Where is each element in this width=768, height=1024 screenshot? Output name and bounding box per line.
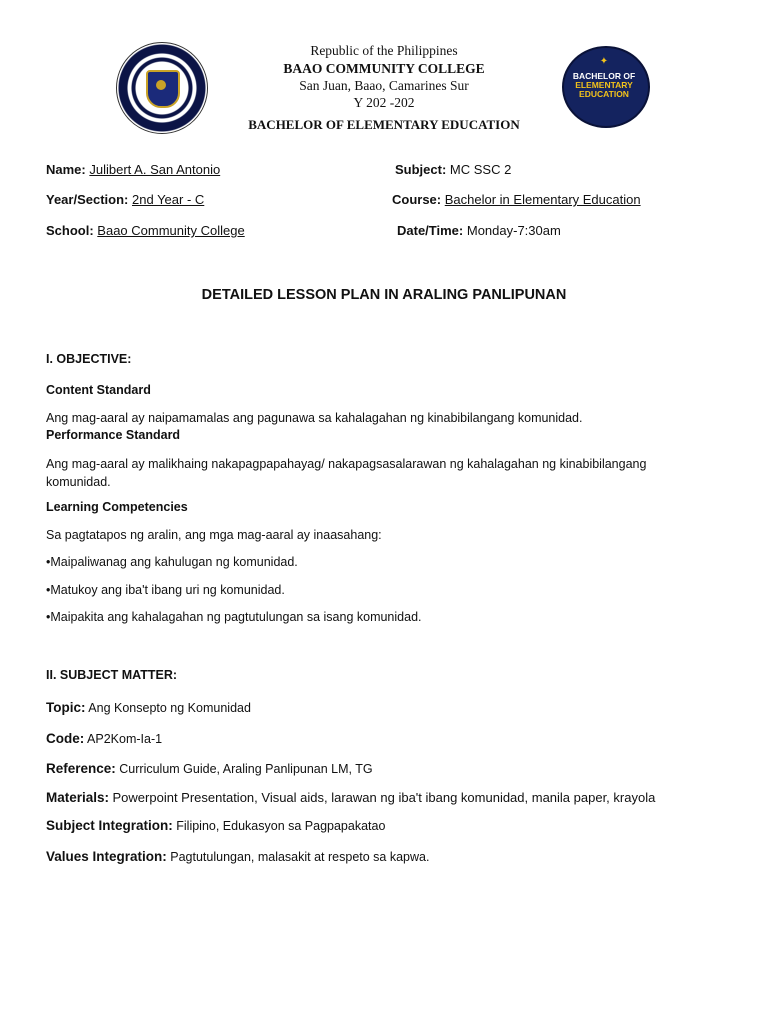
competencies-heading: Learning Competencies bbox=[46, 500, 188, 514]
beed-logo-line2: ELEMENTARY bbox=[575, 80, 633, 90]
content-standard-heading: Content Standard bbox=[46, 383, 151, 397]
performance-standard-heading: Performance Standard bbox=[46, 428, 181, 442]
content-standard-text: Ang mag-aaral ay naipamamalas ang pagunawa sa kahalagahan ng kinabibilangang komunidad. bbox=[46, 411, 583, 425]
beed-logo-line1: BACHELOR OF bbox=[572, 71, 636, 81]
name-value: Julibert A. San Antonio bbox=[89, 162, 221, 177]
subject-label: Subject: bbox=[395, 162, 447, 177]
competency-item: •Matukoy ang iba't ibang uri ng komunidad. bbox=[46, 583, 285, 597]
subject-integration-value: Filipino, Edukasyon sa Pagpapakatao bbox=[176, 819, 386, 833]
school-value: Baao Community College bbox=[97, 223, 245, 238]
beed-logo-line3: EDUCATION bbox=[579, 89, 629, 99]
reference-field bbox=[46, 761, 373, 776]
competencies-intro: Sa pagtatapos ng aralin, ang mga mag-aaral ay inaasahang: bbox=[46, 528, 382, 542]
subject-matter-heading: II. SUBJECT MATTER: bbox=[46, 668, 178, 682]
course-value: Bachelor in Elementary Education bbox=[444, 192, 641, 207]
performance-standard-text: Ang mag-aaral ay malikhaing nakapagpapahayag/ nakapagsasalarawan ng kahalagahan ng kinabibilangang komunidad. bbox=[46, 457, 647, 489]
year-section-value: 2nd Year - C bbox=[132, 192, 205, 207]
datetime-field bbox=[397, 223, 561, 238]
topic-label: Topic: bbox=[46, 700, 86, 715]
beed-logo-star-icon: ✦ bbox=[599, 56, 609, 67]
program-name: BACHELOR OF ELEMENTARY EDUCATION bbox=[248, 117, 520, 132]
materials-field bbox=[46, 790, 655, 805]
name-label: Name: bbox=[46, 162, 86, 177]
competency-item: •Maipakita ang kahalagahan ng pagtutulungan sa isang komunidad. bbox=[46, 610, 422, 624]
materials-label: Materials: bbox=[46, 790, 110, 805]
school-field bbox=[46, 223, 245, 238]
values-integration-value: Pagtutulungan, malasakit at respeto sa kapwa. bbox=[170, 850, 430, 864]
code-field bbox=[46, 731, 162, 746]
school-label: School: bbox=[46, 223, 94, 238]
objective-heading: I. OBJECTIVE: bbox=[46, 352, 132, 366]
topic-field bbox=[46, 700, 251, 715]
name-field bbox=[46, 162, 220, 177]
course-label: Course: bbox=[392, 192, 442, 207]
topic-value: Ang Konsepto ng Komunidad bbox=[88, 701, 251, 715]
college-address: San Juan, Baao, Camarines Sur bbox=[299, 78, 469, 93]
values-integration-field bbox=[46, 849, 429, 864]
academic-year: Y 202 -202 bbox=[353, 95, 415, 110]
subject-integration-label: Subject Integration: bbox=[46, 818, 173, 833]
subject-value: MC SSC 2 bbox=[449, 162, 512, 177]
datetime-label: Date/Time: bbox=[397, 223, 464, 238]
code-label: Code: bbox=[46, 731, 85, 746]
datetime-value: Monday-7:30am bbox=[466, 223, 561, 238]
subject-integration-field bbox=[46, 818, 385, 833]
subject-field bbox=[395, 162, 511, 177]
materials-value: Powerpoint Presentation, Visual aids, larawan ng iba't ibang komunidad, manila paper, krayola bbox=[112, 790, 656, 805]
republic-line: Republic of the Philippines bbox=[310, 43, 458, 58]
year-section-label: Year/Section: bbox=[46, 192, 129, 207]
code-value: AP2Kom-Ia-1 bbox=[87, 732, 163, 746]
values-integration-label: Values Integration: bbox=[46, 849, 167, 864]
course-field bbox=[392, 192, 641, 207]
competency-item: •Maipaliwanag ang kahulugan ng komunidad. bbox=[46, 555, 298, 569]
college-name: BAAO COMMUNITY COLLEGE bbox=[283, 61, 485, 76]
reference-value: Curriculum Guide, Araling Panlipunan LM, TG bbox=[119, 762, 373, 776]
document-title: DETAILED LESSON PLAN IN ARALING PANLIPUNAN bbox=[201, 287, 567, 303]
year-section-field bbox=[46, 192, 204, 207]
reference-label: Reference: bbox=[46, 761, 116, 776]
